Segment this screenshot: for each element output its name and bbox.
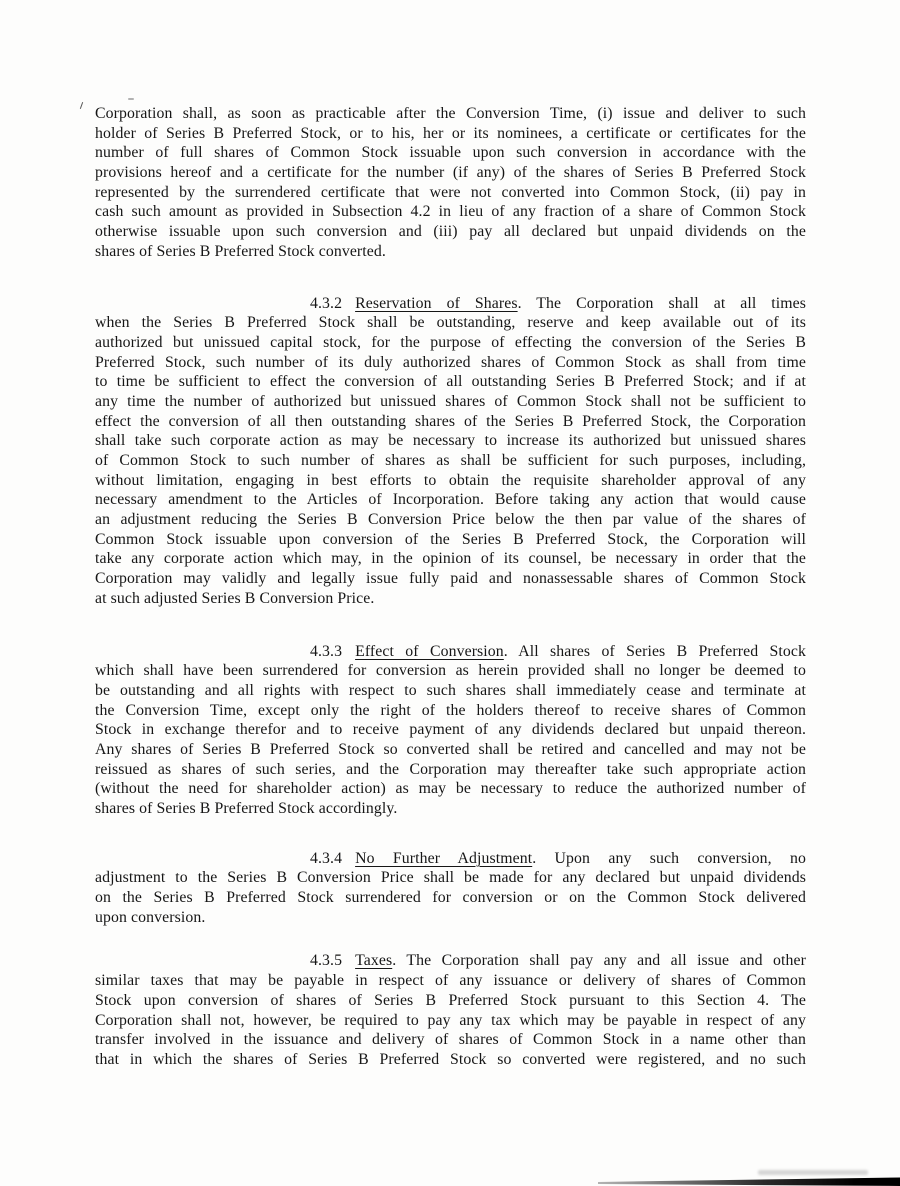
text-line: Stock in exchange therefor and to receive payment of any dividends declared but unpaid thereon. [95,721,806,739]
document-body-text [95,104,806,1070]
text-line: shares of Series B Preferred Stock converted. [95,242,386,260]
heading-trailing-text: . All shares of Series B Preferred Stock [503,642,806,660]
text-line: shares of Series B Preferred Stock accordingly. [95,800,398,817]
section-heading-title: Reservation of Shares [355,294,518,312]
text-line: effect the conversion of all then outstanding shares of the Series B Preferred Stock, the Corporation [95,412,806,430]
scan-smudge-artifact [758,1170,868,1175]
section-heading-line [95,951,806,971]
section-heading-title: Taxes [355,952,393,970]
section-heading-line [95,294,806,314]
section-heading-line [95,849,806,869]
text-line: Corporation may validly and legally issue fully paid and nonassessable shares of Common Stock [95,570,806,588]
text-line: provisions hereof and a certificate for the number (if any) of the shares of Series B Preferred Stock [95,164,806,182]
text-line: on the Series B Preferred Stock surrendered for conversion or on the Common Stock delivered [95,889,806,907]
text-line: authorized but unissued capital stock, for the purpose of effecting the conversion of the Series B [95,333,806,351]
text-line: that in which the shares of Series B Preferred Stock so converted were registered, and no such [95,1050,806,1068]
text-line: holder of Series B Preferred Stock, or to his, her or its nominees, a certificate or certificates for the [95,124,806,142]
section-number: 4.3.3 [310,642,343,660]
text-line: of Common Stock to such number of shares as shall be sufficient for such purposes, including, [95,452,806,469]
section-4-3-5 [95,951,806,1069]
text-line: Corporation shall not, however, be required to pay any tax which may be payable in respect of any [95,1011,806,1029]
text-line: adjustment to the Series B Conversion Price shall be made for any declared but unpaid dividends [95,869,806,887]
text-line: take any corporate action which may, in the opinion of its counsel, be necessary in order that the [95,550,806,568]
text-line: Preferred Stock, such number of its duly authorized shares of Common Stock as shall from time [95,353,806,371]
text-line: be outstanding and all rights with respect to such shares shall immediately cease and terminate at [95,681,806,699]
heading-trailing-text: . The Corporation shall pay any and all issue and other [392,952,806,970]
text-line: otherwise issuable upon such conversion and (iii) pay all declared but unpaid dividends on the [95,223,806,241]
text-line: cash such amount as provided in Subsection 4.2 in lieu of any fraction of a share of Common Stock [95,203,806,221]
text-line: similar taxes that may be payable in respect of any issuance or delivery of shares of Common [95,972,806,990]
section-number: 4.3.2 [310,294,343,312]
section-heading-title: Effect of Conversion [355,642,504,660]
text-line: reissued as shares of such series, and the Corporation may thereafter take such appropriate action [95,760,806,778]
text-line: shall take such corporate action as may be necessary to increase its authorized but unissued shares [95,432,806,450]
scan-bottom-edge-artifact [598,1177,900,1186]
text-line: upon conversion. [95,908,206,926]
section-4-3-2 [95,294,806,609]
text-line: (without the need for shareholder action) as may be necessary to reduce the authorized number of [95,780,806,798]
section-4-3-3 [95,642,806,819]
text-line: number of full shares of Common Stock issuable upon such conversion in accordance with the [95,144,806,162]
text-line: without limitation, engaging in best efforts to obtain the requisite shareholder approval of any [95,471,806,489]
text-line: when the Series B Preferred Stock shall be outstanding, reserve and keep available out of its [95,314,806,332]
text-line: Common Stock issuable upon conversion of the Series B Preferred Stock, the Corporation will [95,530,806,548]
text-line: represented by the surrendered certificate that were not converted into Common Stock, (ii) pay in [95,183,806,201]
text-line: Any shares of Series B Preferred Stock so converted shall be retired and cancelled and may not be [95,740,806,758]
text-line: Stock upon conversion of shares of Series B Preferred Stock pursuant to this Section 4. The [95,991,806,1009]
section-number: 4.3.5 [310,952,343,970]
text-line: transfer involved in the issuance and delivery of shares of Common Stock in a name other than [95,1031,806,1049]
text-line: Corporation shall, as soon as practicable after the Conversion Time, (i) issue and deliver to such [95,105,806,122]
text-line: the Conversion Time, except only the right of the holders thereof to receive shares of Common [95,701,806,719]
text-line: an adjustment reducing the Series B Conversion Price below the then par value of the shares of [95,511,806,529]
scan-dot-artifact [128,98,134,100]
heading-trailing-text: . The Corporation shall at all times [517,294,806,312]
text-line: necessary amendment to the Articles of Incorporation. Before taking any action that would cause [95,491,806,509]
text-line: to time be sufficient to effect the conversion of all outstanding Series B Preferred Stock; and if at [95,373,806,391]
section-number: 4.3.4 [310,849,343,867]
scan-tick-artifact [80,102,83,109]
section-heading-title: No Further Adjustment [355,849,533,867]
heading-trailing-text: . Upon any such conversion, no [532,849,806,867]
text-line: which shall have been surrendered for conversion as herein provided shall no longer be deemed to [95,662,806,680]
text-line: any time the number of authorized but unissued shares of Common Stock shall not be sufficient to [95,392,806,410]
text-line: at such adjusted Series B Conversion Price. [95,589,375,607]
section-heading-line [95,642,806,662]
continuation-paragraph [95,104,806,262]
section-4-3-4 [95,849,806,928]
